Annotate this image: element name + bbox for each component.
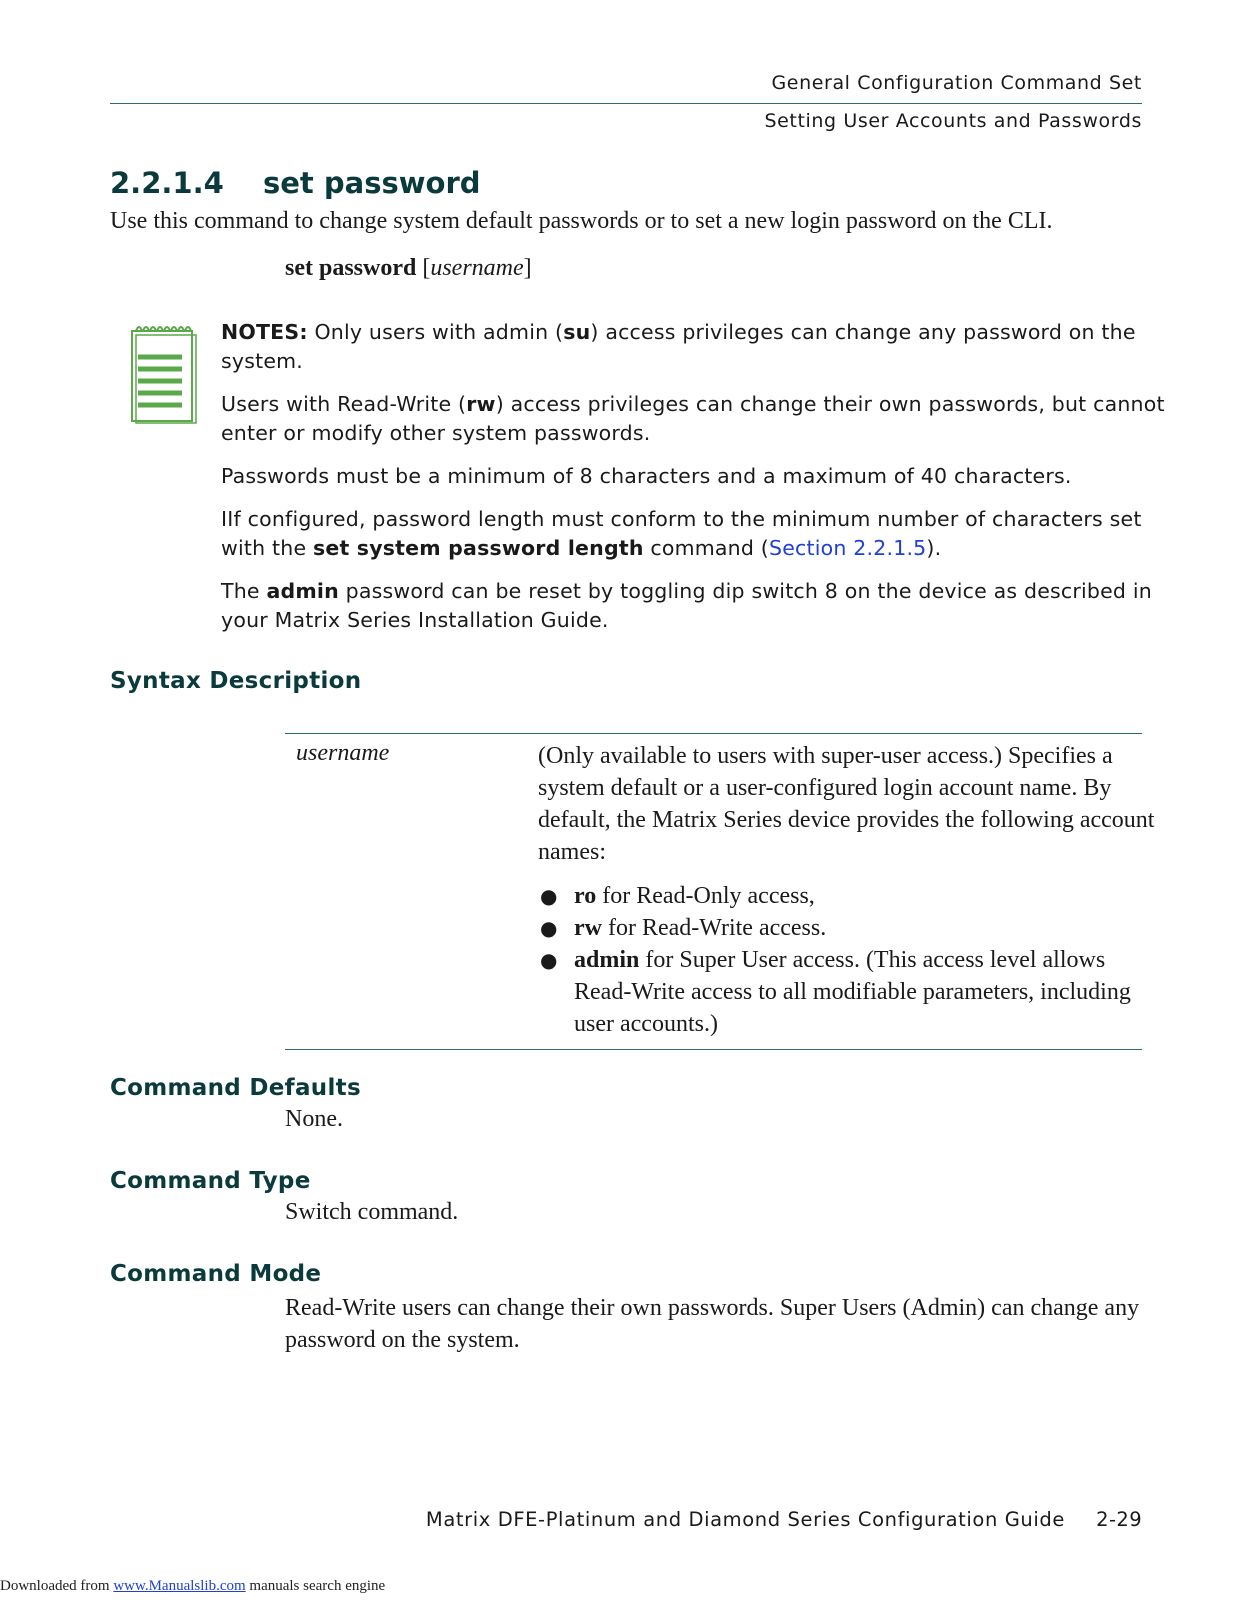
- section-title: set password: [263, 166, 481, 200]
- command-mode-value: Read-Write users can change their own passwords. Super Users (Admin) can change any password on the system.: [285, 1295, 1140, 1353]
- parameter-description: (Only available to users with super-user access.) Specifies a system default or a user-configured login account name. By default, the Matrix Series device provides the following account names:: [538, 743, 1155, 865]
- section-link[interactable]: Section 2.2.1.5: [769, 536, 927, 560]
- note-paragraph: Passwords must be a minimum of 8 characters and a maximum of 40 characters.: [221, 464, 1072, 488]
- footer-title: Matrix DFE-Platinum and Diamond Series Configuration Guide: [425, 1508, 1065, 1531]
- section-number: 2.2.1.4: [110, 166, 224, 200]
- section-intro: Use this command to change system default passwords or to set a new login password on the CLI.: [110, 208, 1053, 234]
- note-paragraph: IIf configured, password length must conform to the minimum number of characters set with the set system password length command (Section 2.2.1.5).: [221, 507, 1142, 560]
- list-item: ● admin for Super User access. (This access level allows Read-Write access to all modifiable parameters, including user accounts.): [538, 944, 1158, 1040]
- notes-block: [221, 318, 1166, 649]
- syntax-command: set password: [285, 255, 417, 281]
- command-type-heading: Command Type: [110, 1168, 311, 1194]
- note-paragraph: NOTES: Only users with admin (su) access privileges can change any password on the system.: [221, 320, 1136, 373]
- account-list: [538, 880, 1158, 1040]
- header-rule: [110, 103, 1142, 104]
- notes-label: NOTES:: [221, 320, 308, 344]
- syntax-argument: username: [430, 255, 524, 281]
- notepad-icon: [130, 321, 198, 425]
- note-paragraph: Users with Read-Write (rw) access privileges can change their own passwords, but cannot enter or modify other system passwords.: [221, 392, 1165, 445]
- bullet-icon: ●: [540, 916, 558, 940]
- command-mode-heading: Command Mode: [110, 1261, 322, 1287]
- command-defaults-heading: Command Defaults: [110, 1075, 361, 1101]
- page-number: 2-29: [1096, 1508, 1142, 1531]
- command-syntax: set password [username]: [285, 255, 532, 281]
- parameter-name: username: [296, 740, 390, 766]
- table-rule-top: [285, 733, 1142, 734]
- note-paragraph: The admin password can be reset by toggling dip switch 8 on the device as described in your Matrix Series Installation Guide.: [221, 579, 1152, 632]
- table-rule-bottom: [285, 1049, 1142, 1050]
- download-banner: Downloaded from www.Manualslib.com manuals search engine: [0, 1578, 386, 1594]
- command-type-value: Switch command.: [285, 1199, 459, 1225]
- manualslib-link[interactable]: www.Manualslib.com: [113, 1578, 246, 1594]
- list-item: ● ro for Read-Only access,: [538, 880, 1158, 912]
- bullet-icon: ●: [540, 948, 558, 972]
- bullet-icon: ●: [540, 884, 558, 908]
- syntax-description-heading: Syntax Description: [110, 668, 362, 694]
- running-header-section: Setting User Accounts and Passwords: [764, 110, 1142, 132]
- command-defaults-value: None.: [285, 1106, 343, 1132]
- running-header-chapter: General Configuration Command Set: [771, 72, 1142, 94]
- list-item: ● rw for Read-Write access.: [538, 912, 1158, 944]
